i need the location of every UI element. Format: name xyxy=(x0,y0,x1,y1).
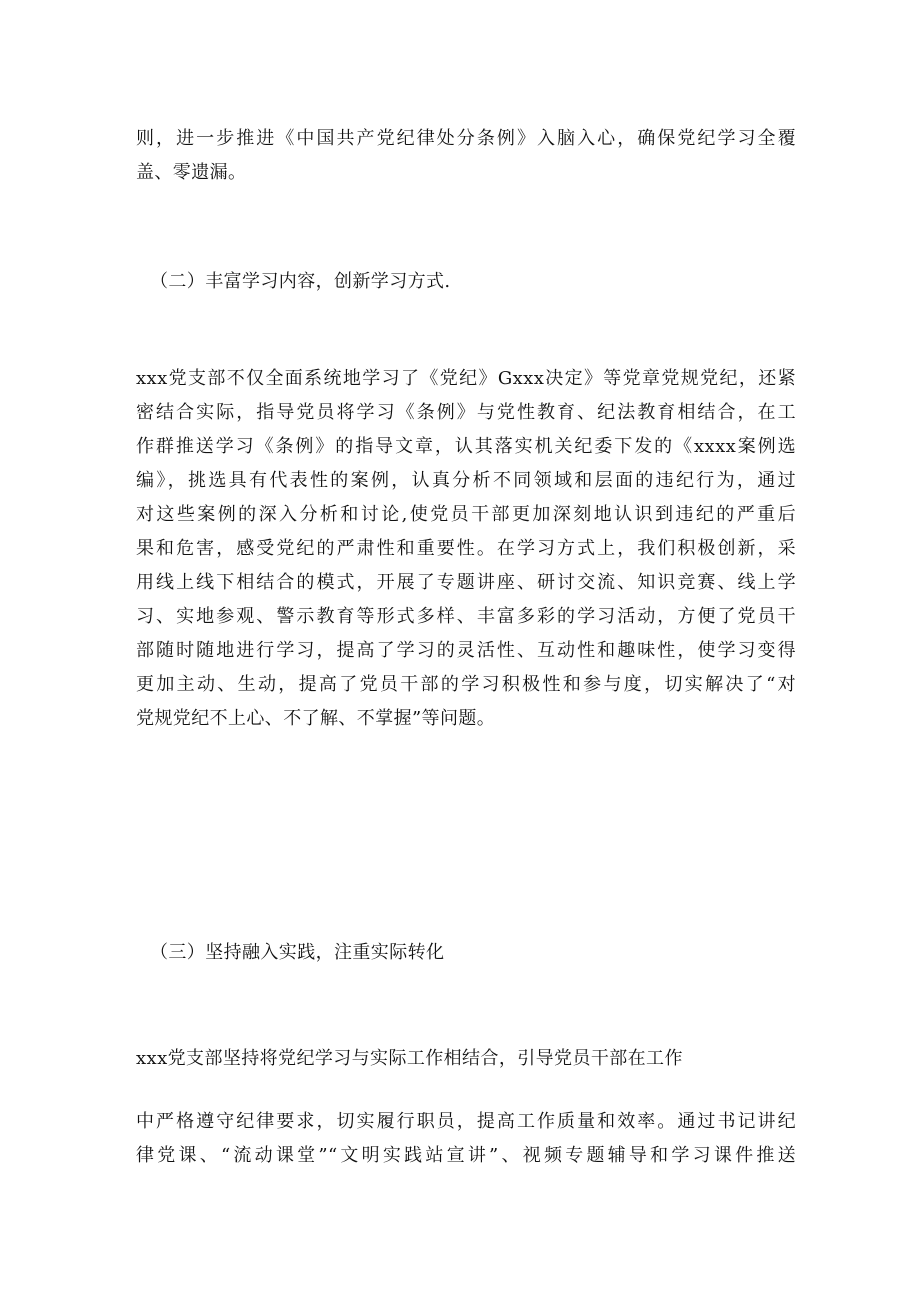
paragraph-line: 用线上线下相结合的模式，开展了专题讲座、研讨交流、知识竞赛、线上学 xyxy=(136,572,796,593)
paragraph-line: 盖、零遗漏。 xyxy=(136,162,247,183)
paragraph-line: 对这些案例的深入分析和讨论,使党员干部更加深刻地认识到违纪的严重后 xyxy=(136,504,796,525)
paragraph-line: xxx党支部坚持将党纪学习与实际工作相结合，引导党员干部在工作 xyxy=(136,1048,683,1069)
paragraph-line: 律党课、“流动课堂”“文明实践站宣讲”、视频专题辅导和学习课件推送 xyxy=(136,1145,796,1166)
section-heading-2: （二）丰富学习内容，创新学习方式. xyxy=(150,271,451,292)
paragraph-line: 部随时随地进行学习，提高了学习的灵活性、互动性和趣味性，使学习变得 xyxy=(136,640,796,661)
section-heading-3: （三）坚持融入实践，注重实际转化 xyxy=(150,942,445,963)
paragraph-line: 中严格遵守纪律要求，切实履行职员，提高工作质量和效率。通过书记讲纪 xyxy=(136,1111,796,1132)
paragraph-line: 则，进一步推进《中国共产党纪律处分条例》入脑入心，确保党纪学习全覆 xyxy=(136,128,796,149)
paragraph-continuation xyxy=(136,122,796,190)
paragraph-line: 党规党纪不上心、不了解、不掌握”等问题。 xyxy=(136,708,496,729)
paragraph-line: 更加主动、生动，提高了党员干部的学习积极性和参与度，切实解决了“对 xyxy=(136,674,796,695)
paragraph-line: 作群推送学习《条例》的指导文章，认其落实机关纪委下发的《xxxx案例选 xyxy=(136,436,796,457)
paragraph-practice-intro xyxy=(136,1042,796,1076)
paragraph-line: 编》，挑选具有代表性的案例，认真分析不同领域和层面的违纪行为，通过 xyxy=(136,470,796,491)
paragraph-line: xxx党支部不仅全面系统地学习了《党纪》Gxxx决定》等党章党规党纪，还紧 xyxy=(136,368,796,389)
paragraph-line: 果和危害，感受党纪的严肃性和重要性。在学习方式上，我们积极创新，采 xyxy=(136,538,796,559)
paragraph-content-and-methods xyxy=(136,362,796,736)
paragraph-line: 密结合实际，指导党员将学习《条例》与党性教育、纪法教育相结合，在工 xyxy=(136,402,796,423)
paragraph-line: 习、实地参观、警示教育等形式多样、丰富多彩的学习活动，方便了党员干 xyxy=(136,606,796,627)
paragraph-practice-body xyxy=(136,1105,796,1173)
